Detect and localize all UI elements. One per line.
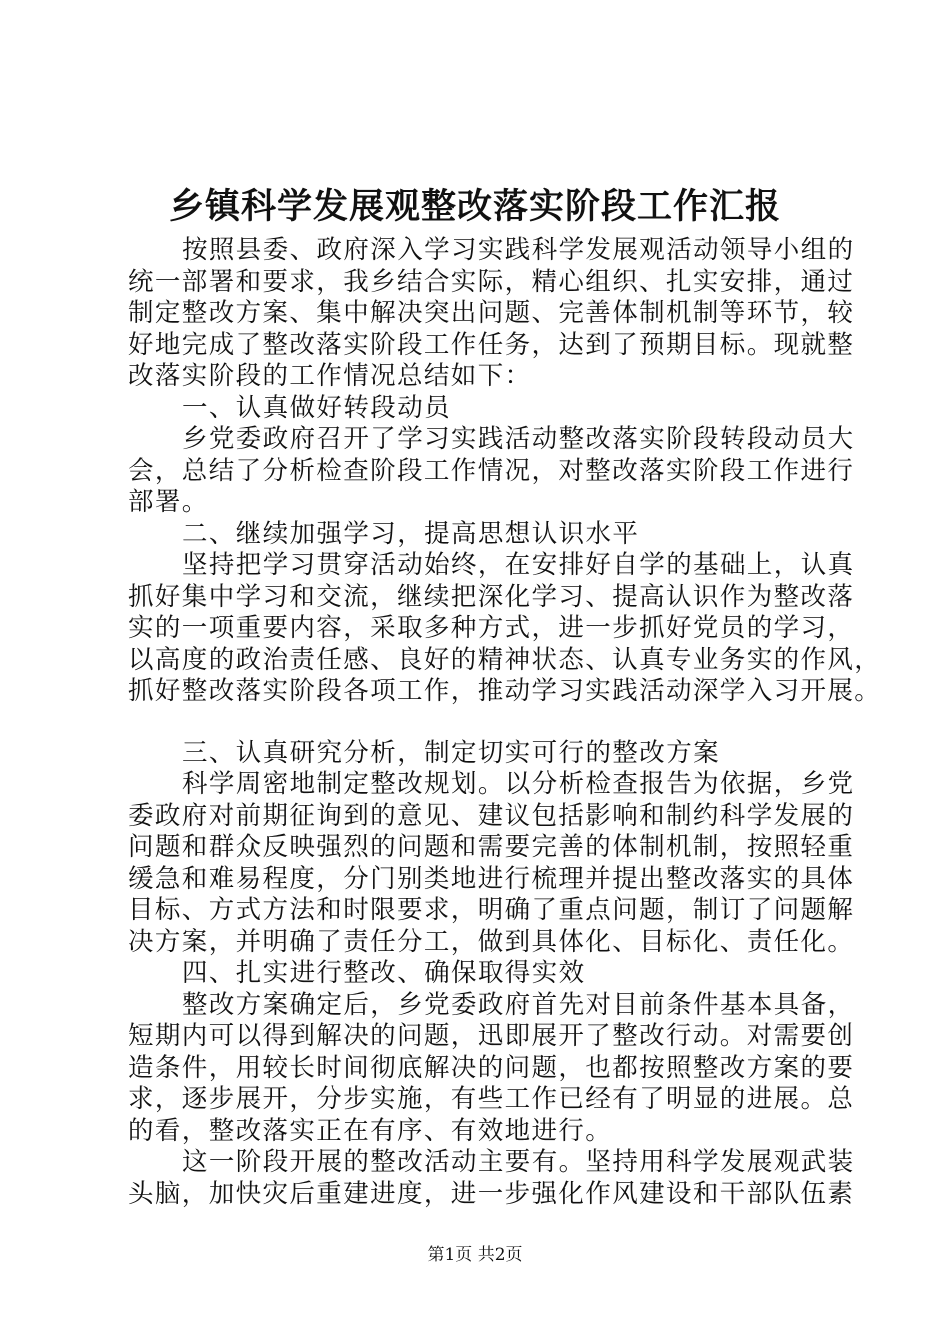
document-body — [128, 235, 882, 1210]
blank-line — [128, 708, 848, 738]
text-line: 好地完成了整改落实阶段工作任务，达到了预期目标。现就整 — [128, 329, 855, 360]
text-line: 按照县委、政府深入学习实践科学发展观活动领导小组的 — [182, 235, 855, 265]
section-heading: 三、认真研究分析，制定切实可行的整改方案 — [182, 737, 721, 768]
text-line: 决方案，并明确了责任分工，做到具体化、目标化、责任化。 — [128, 926, 855, 957]
text-line: 科学周密地制定整改规划。以分析检查报告为依据，乡党 — [182, 769, 855, 799]
section-heading: 一、认真做好转段动员 — [182, 392, 452, 423]
text-line: 乡党委政府召开了学习实践活动整改落实阶段转段动员大 — [182, 424, 855, 454]
text-line: 问题和群众反映强烈的问题和需要完善的体制机制，按照轻重 — [128, 832, 855, 862]
text-line: 部署。 — [128, 487, 209, 517]
document-title: 乡镇科学发展观整改落实阶段工作汇报 — [168, 186, 781, 227]
text-line: 以高度的政治责任感、良好的精神状态、认真专业务实的作风， — [128, 644, 882, 675]
text-line: 会，总结了分析检查阶段工作情况，对整改落实阶段工作进行 — [128, 455, 855, 486]
text-line: 缓急和难易程度，分门别类地进行梳理并提出整改落实的具体 — [128, 863, 855, 894]
text-line: 短期内可以得到解决的问题，迅即展开了整改行动。对需要创 — [128, 1021, 855, 1051]
text-line: 抓好整改落实阶段各项工作，推动学习实践活动深学入习开展。 — [128, 676, 882, 706]
text-line: 求，逐步展开，分步实施，有些工作已经有了明显的进展。总 — [128, 1084, 855, 1114]
text-line: 造条件，用较长时间彻底解决的问题，也都按照整改方案的要 — [128, 1052, 855, 1083]
text-line: 头脑，加快灾后重建进度，进一步强化作风建设和干部队伍素 — [128, 1178, 855, 1209]
text-line: 这一阶段开展的整改活动主要有。坚持用科学发展观武装 — [182, 1147, 855, 1177]
text-line: 统一部署和要求，我乡结合实际，精心组织、扎实安排，通过 — [128, 266, 855, 297]
text-line: 抓好集中学习和交流，继续把深化学习、提高认识作为整改落 — [128, 581, 855, 612]
text-line: 制定整改方案、集中解决突出问题、完善体制机制等环节，较 — [128, 298, 855, 328]
text-line: 坚持把学习贯穿活动始终，在安排好自学的基础上，认真 — [182, 550, 855, 580]
text-line: 改落实阶段的工作情况总结如下： — [128, 361, 532, 391]
text-line: 委政府对前期征询到的意见、建议包括影响和制约科学发展的 — [128, 800, 855, 831]
section-heading: 四、扎实进行整改、确保取得实效 — [182, 958, 586, 988]
text-line: 目标、方式方法和时限要求，明确了重点问题，制订了问题解 — [128, 895, 855, 925]
text-line: 整改方案确定后，乡党委政府首先对目前条件基本具备， — [182, 989, 855, 1020]
text-line: 的看，整改落实正在有序、有效地进行。 — [128, 1115, 613, 1146]
page-number: 第1页 共2页 — [427, 1245, 523, 1265]
text-line: 实的一项重要内容，采取多种方式，进一步抓好党员的学习， — [128, 613, 855, 643]
section-heading: 二、继续加强学习，提高思想认识水平 — [182, 518, 640, 549]
